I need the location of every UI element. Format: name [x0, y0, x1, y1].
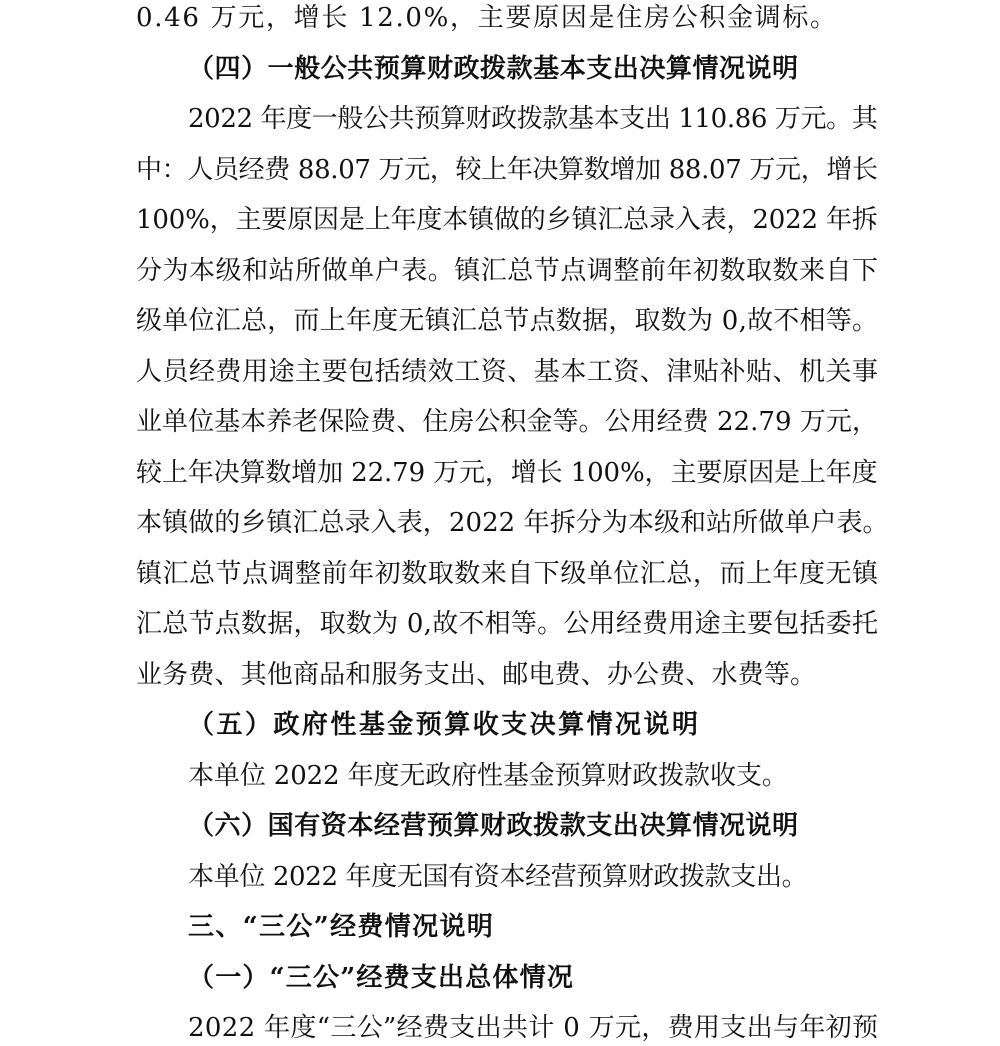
body-line-14: 业务费、其他商品和服务支出、邮电费、办公费、水费等。: [136, 660, 817, 690]
body-line-8: 人员经费用途主要包括绩效工资、基本工资、津贴补贴、机关事: [136, 357, 879, 387]
body-line-3: 2022 年度一般公共预算财政拨款基本支出 110.86 万元。其: [188, 104, 878, 134]
body-line-4: 中：人员经费 88.07 万元，较上年决算数增加 88.07 万元，增长: [136, 155, 878, 185]
section-heading-3-sangong: 三、“三公”经费情况说明: [188, 912, 495, 942]
body-line-13: 汇总节点数据，取数为 0,故不相等。公用经费用途主要包括委托: [136, 609, 879, 639]
body-line-6: 分为本级和站所做单户表。镇汇总节点调整前年初数取数来自下: [136, 256, 879, 286]
body-line-11: 本镇做的乡镇汇总录入表，2022 年拆分为本级和站所做单户表。: [136, 508, 889, 538]
body-line-21: 2022 年度“三公”经费支出共计 0 万元，费用支出与年初预: [188, 1013, 879, 1043]
body-line-1: 0.46 万元，增长 12.0%，主要原因是住房公积金调标。: [136, 3, 838, 33]
body-line-5: 100%，主要原因是上年度本镇做的乡镇汇总录入表，2022 年拆: [136, 205, 878, 235]
section-heading-5: （五）政府性基金预算收支决算情况说明: [188, 710, 701, 740]
subsection-heading-1: （一）“三公”经费支出总体情况: [188, 963, 575, 993]
body-line-10: 较上年决算数增加 22.79 万元，增长 100%，主要原因是上年度: [136, 458, 878, 488]
body-line-9: 业单位基本养老保险费、住房公积金等。公用经费 22.79 万元，: [136, 407, 878, 437]
body-line-7: 级单位汇总，而上年度无镇汇总节点数据，取数为 0,故不相等。: [136, 306, 879, 336]
body-line-12: 镇汇总节点调整前年初数取数来自下级单位汇总，而上年度无镇: [136, 559, 879, 589]
body-line-16: 本单位 2022 年度无政府性基金预算财政拨款收支。: [188, 761, 788, 791]
section-heading-6: （六）国有资本经营预算财政拨款支出决算情况说明: [188, 811, 799, 841]
body-line-18: 本单位 2022 年度无国有资本经营预算财政拨款支出。: [188, 862, 808, 892]
section-heading-4: （四）一般公共预算财政拨款基本支出决算情况说明: [188, 54, 799, 84]
